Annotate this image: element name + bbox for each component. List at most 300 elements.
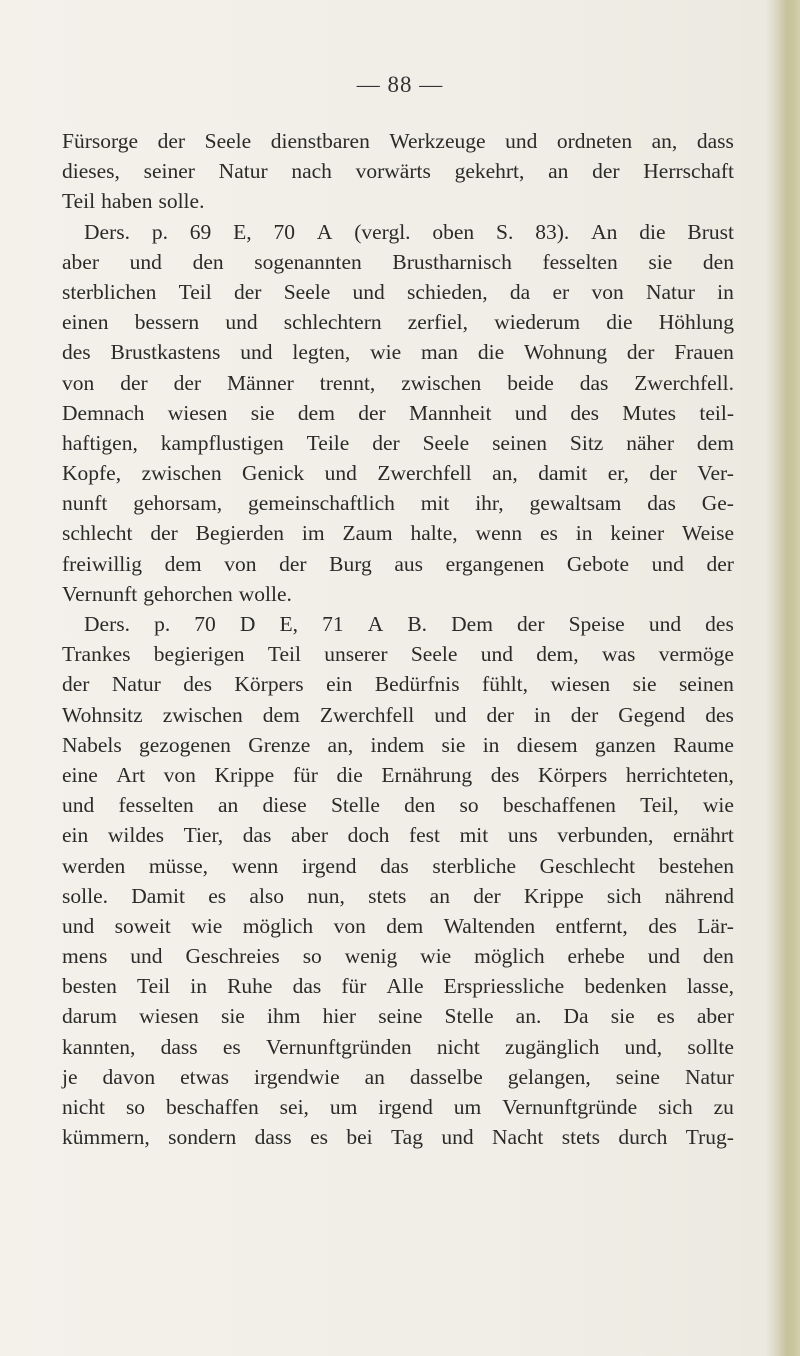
word: wie xyxy=(191,913,223,938)
word: gezogenen xyxy=(138,732,231,757)
word: Ge- xyxy=(701,491,734,516)
word: aber xyxy=(696,1004,734,1029)
word: Männer xyxy=(226,370,294,395)
word: damit xyxy=(538,461,588,486)
text-line xyxy=(62,549,734,579)
word: also xyxy=(249,883,285,908)
word: wenig xyxy=(344,944,398,969)
word: mens xyxy=(62,944,108,969)
word: lasse, xyxy=(686,974,734,999)
word: dasselbe xyxy=(409,1064,483,1089)
word: der xyxy=(570,702,599,727)
word: entfernt, xyxy=(555,913,628,938)
word: und xyxy=(480,642,513,667)
word: von xyxy=(591,279,624,304)
word: sie xyxy=(220,1004,245,1029)
word: er, xyxy=(607,461,629,486)
text-line xyxy=(62,941,734,971)
word: zugänglich xyxy=(505,1034,600,1059)
text-line xyxy=(62,217,734,247)
word: so xyxy=(459,793,479,818)
text-line xyxy=(62,790,734,820)
word: zu xyxy=(713,1095,734,1119)
word: E, xyxy=(279,612,299,636)
word: seine xyxy=(615,1064,660,1089)
word: sogenannten xyxy=(254,249,362,274)
word: für xyxy=(292,762,318,787)
text-line xyxy=(62,1032,734,1062)
text-line xyxy=(62,1062,734,1092)
word: es xyxy=(540,521,558,546)
word: und xyxy=(505,129,538,153)
text-line xyxy=(62,881,734,911)
word: Mannheit xyxy=(409,400,492,425)
word: Teil, xyxy=(640,793,679,818)
word: der xyxy=(592,159,620,184)
word: es xyxy=(310,1125,328,1150)
word: halte, xyxy=(410,521,458,546)
word: Da xyxy=(563,1004,589,1029)
word: in xyxy=(482,732,500,757)
word: Tag xyxy=(391,1125,423,1150)
word: Lär- xyxy=(697,913,734,938)
word: ganzen xyxy=(594,732,656,757)
word: Art xyxy=(116,762,146,787)
word: Genick xyxy=(242,461,305,486)
word: der xyxy=(649,461,677,486)
word: was xyxy=(601,642,636,667)
text-line xyxy=(62,730,734,760)
word: Brustharnisch xyxy=(392,249,512,274)
word: sterblichen xyxy=(62,279,157,304)
word: Zwerchfell xyxy=(319,702,415,727)
word: ein xyxy=(326,672,353,697)
word: Natur xyxy=(684,1064,734,1089)
word: und xyxy=(651,551,684,576)
word: dem xyxy=(386,913,424,938)
word: Vernunftgründen xyxy=(265,1034,412,1059)
word: Sitz xyxy=(569,430,604,455)
word: (vergl. xyxy=(354,219,411,244)
word: A xyxy=(367,612,384,636)
word: der xyxy=(173,370,202,395)
word: von xyxy=(224,551,257,576)
word: Ders. xyxy=(84,219,130,244)
word: nicht xyxy=(62,1095,105,1119)
word: Geschlecht xyxy=(539,853,636,878)
word: wolle. xyxy=(238,581,292,606)
word: wie xyxy=(702,793,734,818)
word: sie xyxy=(632,672,657,697)
word: den xyxy=(702,944,734,969)
word: doch xyxy=(347,823,390,848)
word: p. xyxy=(151,219,168,244)
word: Damit xyxy=(131,883,185,908)
page-number: — 88 — xyxy=(356,72,444,97)
text-line xyxy=(62,398,734,428)
word: beide xyxy=(507,370,554,395)
word: an xyxy=(217,793,239,818)
word: Mutes xyxy=(622,400,677,425)
word: nach xyxy=(291,159,332,184)
word: Seele xyxy=(410,642,458,667)
word: ordneten xyxy=(556,129,633,153)
word: nährend xyxy=(664,883,734,908)
word: Trankes xyxy=(62,642,131,667)
word: und xyxy=(62,913,95,938)
word: etwas xyxy=(180,1064,230,1089)
word: aus xyxy=(394,551,424,576)
word: an. xyxy=(515,1004,542,1029)
word: Natur xyxy=(111,672,161,697)
text-line xyxy=(62,126,734,156)
word: mit xyxy=(420,491,450,516)
word: begierigen xyxy=(153,642,245,667)
word: des xyxy=(490,762,520,787)
word: gemeinschaftlich xyxy=(248,491,395,516)
text-line xyxy=(62,186,734,216)
word: Ruhe xyxy=(227,974,273,999)
word: Krippe xyxy=(523,883,584,908)
word: B. xyxy=(407,612,428,636)
word: 70 xyxy=(273,219,295,244)
word: einen xyxy=(62,310,109,335)
word: Gebote xyxy=(566,551,629,576)
word: der xyxy=(120,370,148,395)
word: des xyxy=(62,340,91,365)
word: der xyxy=(517,612,545,636)
word: fühlt, xyxy=(482,672,529,697)
word: Teil xyxy=(137,974,171,999)
word: bei xyxy=(346,1125,373,1150)
word: das xyxy=(647,491,676,516)
word: sterbliche xyxy=(432,853,516,878)
word: Ders. xyxy=(84,612,130,636)
word: an xyxy=(429,883,450,908)
word: dass xyxy=(696,129,734,153)
word: eine xyxy=(62,762,98,787)
word: den xyxy=(192,249,224,274)
word: an, xyxy=(492,461,518,486)
word: vorwärts xyxy=(355,159,431,184)
word: 70 xyxy=(194,612,216,636)
word: Wohnung xyxy=(524,340,608,365)
word: dem xyxy=(297,400,335,425)
word: der xyxy=(626,340,655,365)
word: kampflustigen xyxy=(160,430,284,455)
word: die xyxy=(639,219,666,244)
word: in xyxy=(717,279,734,304)
text-line xyxy=(62,700,734,730)
word: Burg xyxy=(329,551,372,576)
word: haftigen, xyxy=(62,430,138,455)
word: Seele xyxy=(283,279,331,304)
word: so xyxy=(125,1095,146,1119)
text-line xyxy=(62,458,734,488)
word: Höhlung xyxy=(658,310,734,335)
word: Zwerchfell xyxy=(377,461,472,486)
word: gekehrt, xyxy=(454,159,525,184)
word: gewaltsam xyxy=(529,491,622,516)
word: wiederum xyxy=(494,310,581,335)
word: und xyxy=(648,612,682,636)
word: 71 xyxy=(322,612,344,636)
word: Ver- xyxy=(697,461,734,486)
word: keiner xyxy=(610,521,665,546)
word: von xyxy=(163,762,196,787)
text-line xyxy=(62,156,734,186)
word: die xyxy=(477,340,505,365)
word: für xyxy=(341,974,367,999)
word: dem, xyxy=(536,642,579,667)
word: fest xyxy=(408,823,440,848)
word: Teil xyxy=(178,279,212,304)
word: Kopfe, xyxy=(62,461,122,486)
word: es xyxy=(208,883,227,908)
word: das xyxy=(292,974,322,999)
word: dass xyxy=(160,1034,198,1059)
word: darum xyxy=(62,1004,117,1029)
text-line xyxy=(62,851,734,881)
word: der xyxy=(372,430,400,455)
word: und xyxy=(647,944,680,969)
word: bessern xyxy=(134,310,200,335)
text-line xyxy=(62,247,734,277)
word: ihm xyxy=(267,1004,301,1029)
text-line xyxy=(62,488,734,518)
text-line xyxy=(62,760,734,790)
word: Waltenden xyxy=(443,913,536,938)
word: wiesen xyxy=(139,1004,199,1029)
word: im xyxy=(301,521,325,546)
word: Stelle xyxy=(330,793,380,818)
text-line xyxy=(62,609,734,639)
word: An xyxy=(591,219,618,244)
word: wiesen xyxy=(550,672,611,697)
word: seiner xyxy=(143,159,195,184)
word: des xyxy=(570,400,599,425)
word: vermöge xyxy=(658,642,734,667)
word: Nabels xyxy=(62,732,122,757)
word: irgend xyxy=(301,853,357,878)
word: wenn xyxy=(231,853,279,878)
word: Stelle xyxy=(444,1004,494,1029)
word: und xyxy=(352,279,385,304)
word: an, xyxy=(651,129,678,153)
word: Teil xyxy=(62,189,96,214)
word: Körpers xyxy=(234,672,304,697)
word: Begierden xyxy=(195,521,285,546)
word: aber xyxy=(290,823,328,848)
word: gelangen, xyxy=(507,1064,591,1089)
word: von xyxy=(333,913,366,938)
word: der xyxy=(279,551,307,576)
word: sie xyxy=(250,400,275,425)
word: Weise xyxy=(682,521,734,546)
word: oben xyxy=(432,219,475,244)
word: teil- xyxy=(699,400,734,425)
word: soweit xyxy=(114,913,171,938)
word: stets xyxy=(561,1125,600,1150)
word: seinen xyxy=(492,430,547,455)
word: indem xyxy=(370,732,425,757)
word: und xyxy=(130,944,163,969)
text-line xyxy=(62,1092,734,1122)
word: irgend xyxy=(378,1095,433,1119)
word: davon xyxy=(102,1064,156,1089)
text-line xyxy=(62,579,734,609)
word: sei, xyxy=(279,1095,309,1119)
word: schlechtern xyxy=(283,310,382,335)
word: Gegend xyxy=(618,702,686,727)
word: und xyxy=(441,1125,474,1150)
body-text xyxy=(62,126,734,1152)
word: des xyxy=(183,672,212,697)
word: der xyxy=(706,551,734,576)
word: in xyxy=(534,702,551,727)
word: ein xyxy=(62,823,89,848)
word: Grenze xyxy=(248,732,311,757)
word: Seele xyxy=(204,129,252,153)
word: er xyxy=(552,279,570,304)
word: wiesen xyxy=(167,400,228,425)
text-line xyxy=(62,428,734,458)
word: legten, xyxy=(292,340,351,365)
word: diese xyxy=(262,793,307,818)
word: durch xyxy=(618,1125,668,1150)
word: der xyxy=(233,279,262,304)
text-line xyxy=(62,337,734,367)
word: Natur xyxy=(645,279,695,304)
word: fesselten xyxy=(542,249,618,274)
word: wie xyxy=(420,944,452,969)
word: und, xyxy=(624,1034,663,1059)
word: seine xyxy=(378,1004,423,1029)
text-line xyxy=(62,669,734,699)
word: das xyxy=(380,853,409,878)
word: Krippe xyxy=(214,762,275,787)
word: wildes xyxy=(107,823,164,848)
word: Frauen xyxy=(674,340,734,365)
word: kümmern, xyxy=(62,1125,150,1150)
word: möglich xyxy=(242,913,314,938)
word: des xyxy=(648,913,677,938)
word: und xyxy=(225,310,258,335)
word: in xyxy=(190,974,207,999)
word: schlecht xyxy=(62,521,133,546)
word: diesem xyxy=(516,732,578,757)
word: sie xyxy=(648,249,673,274)
word: Herrschaft xyxy=(643,159,734,184)
word: D xyxy=(239,612,256,636)
word: schieden, xyxy=(407,279,488,304)
word: sollte xyxy=(687,1034,734,1059)
word: sie xyxy=(441,732,466,757)
word: Raume xyxy=(673,732,734,757)
word: bestehen xyxy=(658,853,734,878)
word: zerfiel, xyxy=(407,310,469,335)
word: ernährt xyxy=(672,823,734,848)
word: sich xyxy=(658,1095,693,1119)
word: Zaum xyxy=(342,521,393,546)
word: näher xyxy=(626,430,675,455)
word: Brustkastens xyxy=(110,340,221,365)
word: des xyxy=(705,702,734,727)
word: Bedürfnis xyxy=(374,672,460,697)
word: die xyxy=(336,762,363,787)
word: erhebe xyxy=(567,944,625,969)
text-line xyxy=(62,971,734,1001)
word: zwischen xyxy=(162,702,243,727)
word: seinen xyxy=(678,672,734,697)
word: freiwillig xyxy=(62,551,143,576)
text-line xyxy=(62,307,734,337)
word: herrichteten, xyxy=(625,762,734,787)
word: der xyxy=(150,521,178,546)
word: Ernährung xyxy=(381,762,473,787)
word: fesselten xyxy=(118,793,194,818)
text-line xyxy=(62,1122,734,1152)
word: kannten, xyxy=(62,1034,136,1059)
word: von xyxy=(62,370,95,395)
word: dieses, xyxy=(62,159,120,184)
word: Trug- xyxy=(685,1125,734,1150)
word: möglich xyxy=(474,944,545,969)
word: um xyxy=(329,1095,358,1119)
word: wie xyxy=(370,340,402,365)
word: nun, xyxy=(307,883,345,908)
word: solle. xyxy=(62,883,108,908)
word: der xyxy=(473,883,501,908)
text-line xyxy=(62,820,734,850)
word: und xyxy=(129,249,162,274)
text-line xyxy=(62,277,734,307)
word: dem xyxy=(262,702,300,727)
word: 83). xyxy=(535,219,570,244)
word: da xyxy=(509,279,531,304)
word: und xyxy=(324,461,357,486)
word: bedenken xyxy=(584,974,667,999)
word: so xyxy=(302,944,322,969)
word: und xyxy=(240,340,273,365)
word: der xyxy=(62,672,90,697)
word: Natur xyxy=(218,159,268,184)
word: den xyxy=(404,793,436,818)
word: werden xyxy=(62,853,126,878)
word: Demnach xyxy=(62,400,145,425)
word: A xyxy=(316,219,333,244)
word: gehorsam, xyxy=(133,491,223,516)
word: E, xyxy=(233,219,252,244)
word: nunft xyxy=(62,491,108,516)
word: p. xyxy=(154,612,171,636)
word: dem xyxy=(696,430,734,455)
word: um xyxy=(453,1095,482,1119)
word: beschaffenen xyxy=(502,793,616,818)
word: dass xyxy=(254,1125,292,1150)
text-line xyxy=(62,1001,734,1031)
word: an xyxy=(364,1064,385,1089)
word: das xyxy=(242,823,272,848)
word: und xyxy=(62,793,95,818)
word: Vernunft xyxy=(62,581,138,606)
word: stets xyxy=(368,883,407,908)
word: Alle xyxy=(386,974,424,999)
text-line xyxy=(62,368,734,398)
word: Teile xyxy=(306,430,350,455)
word: zwischen xyxy=(141,461,222,486)
word: irgendwie xyxy=(254,1064,340,1089)
